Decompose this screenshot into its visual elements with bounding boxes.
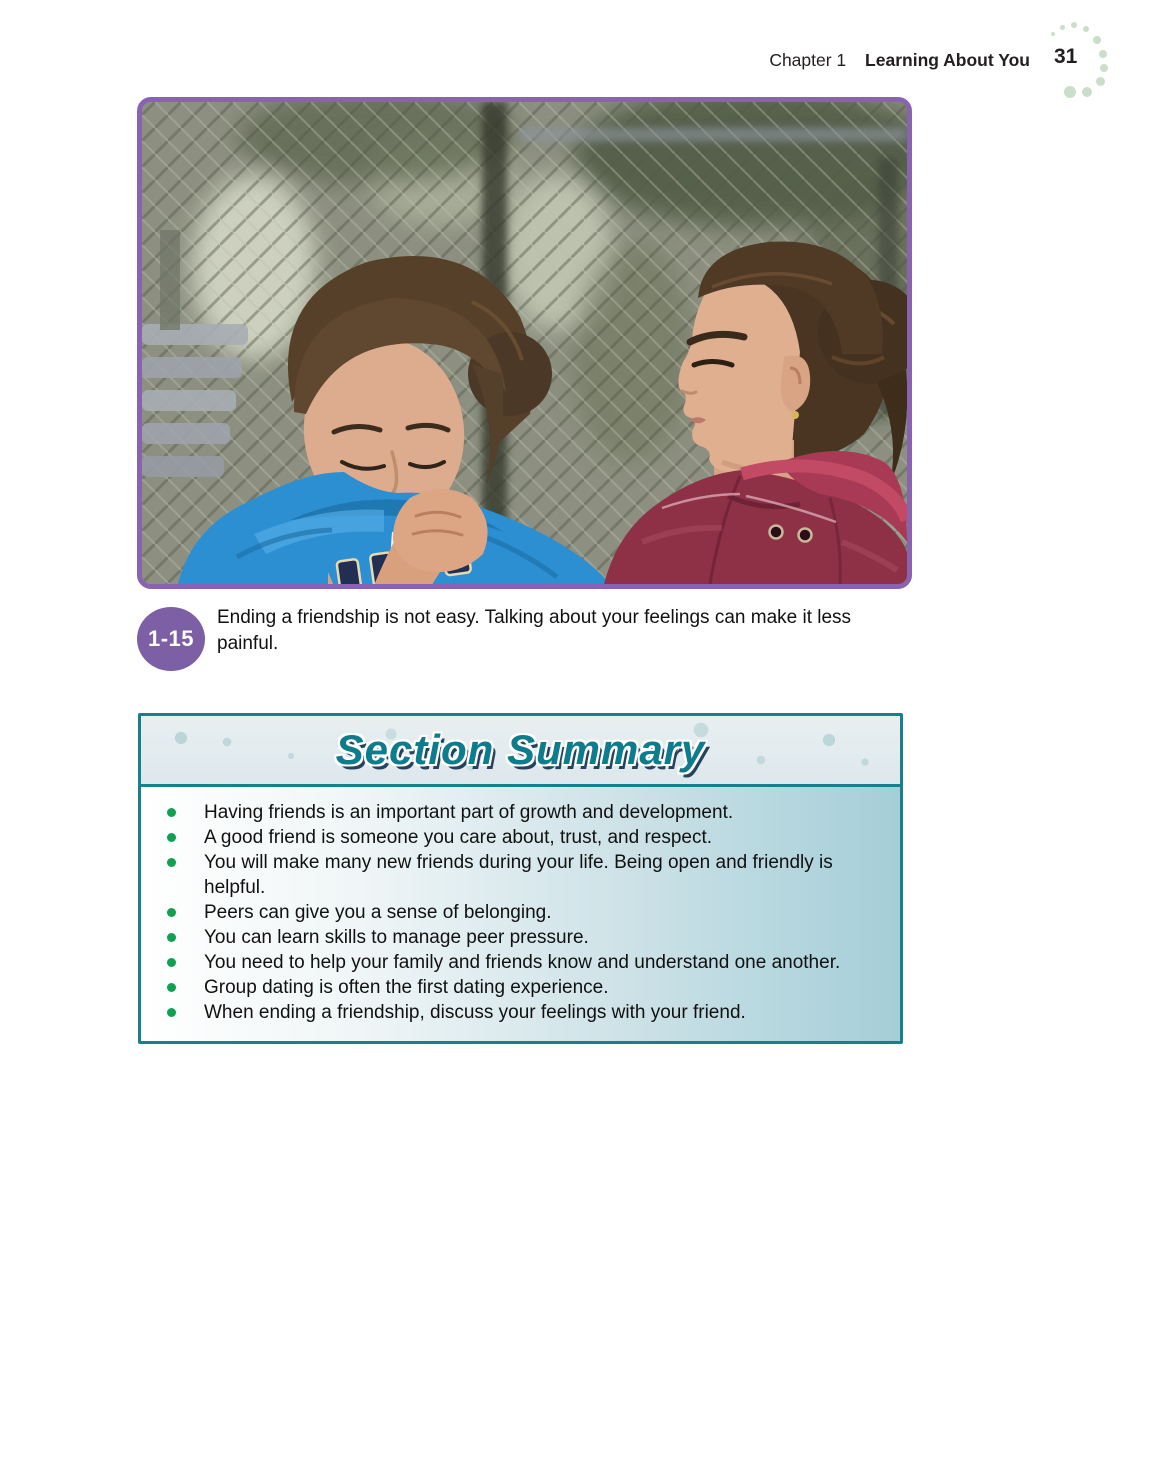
- summary-item: [151, 800, 882, 825]
- bullet-dot: [167, 908, 176, 917]
- summary-item: [151, 925, 882, 950]
- figure-caption-text: Ending a friendship is not easy. Talking about your feelings can make it less painful.: [217, 607, 852, 654]
- summary-item-text: Having friends is an important part of growth and development.: [204, 802, 734, 823]
- bullet-dot: [167, 1008, 176, 1017]
- bullet-dot: [167, 808, 176, 817]
- page-number: 31: [1054, 45, 1078, 68]
- section-summary-title: Section Summary: [335, 726, 706, 773]
- folio-dot: [1099, 50, 1107, 58]
- running-head: [0, 50, 1030, 71]
- summary-item: [151, 900, 882, 925]
- summary-item: [151, 850, 882, 900]
- folio-dot: [1051, 32, 1055, 36]
- figure-number-badge: 1-15: [137, 607, 205, 671]
- summary-item: [151, 975, 882, 1000]
- bullet-dot: [167, 983, 176, 992]
- bullet-dot: [167, 958, 176, 967]
- summary-item: [151, 825, 882, 850]
- folio-dot: [1064, 86, 1076, 98]
- summary-item-text: You can learn skills to manage peer pressure.: [204, 927, 589, 948]
- folio-dot: [1093, 36, 1101, 44]
- figure-photo: [137, 97, 912, 589]
- folio-decoration: [1040, 12, 1120, 112]
- folio-dot: [1100, 64, 1108, 72]
- summary-item: [151, 1000, 882, 1025]
- bullet-dot: [167, 933, 176, 942]
- section-summary-body: [141, 787, 900, 1041]
- chapter-label: Chapter 1: [769, 50, 847, 70]
- chapter-section-title: Learning About You: [865, 50, 1030, 70]
- summary-item-text: You will make many new friends during your life. Being open and friendly is helpful.: [204, 852, 833, 898]
- folio-dot: [1082, 87, 1092, 97]
- summary-item-text: A good friend is someone you care about, trust, and respect.: [204, 827, 713, 848]
- bullet-dot: [167, 858, 176, 867]
- summary-item-text: Group dating is often the first dating experience.: [204, 977, 609, 998]
- folio-dot: [1096, 77, 1105, 86]
- summary-item-text: Peers can give you a sense of belonging.: [204, 902, 552, 923]
- figure-caption: [137, 605, 897, 657]
- section-summary-list: [151, 800, 882, 1025]
- photo-illustration: [142, 102, 907, 584]
- summary-item-text: When ending a friendship, discuss your feelings with your friend.: [204, 1002, 746, 1023]
- section-summary-header: [141, 716, 900, 787]
- bullet-dot: [167, 833, 176, 842]
- folio-dot: [1060, 25, 1065, 30]
- summary-item-text: You need to help your family and friends know and understand one another.: [204, 952, 841, 973]
- folio-dot: [1083, 26, 1089, 32]
- section-summary-box: [138, 713, 903, 1044]
- folio-dot: [1071, 22, 1077, 28]
- summary-item: [151, 950, 882, 975]
